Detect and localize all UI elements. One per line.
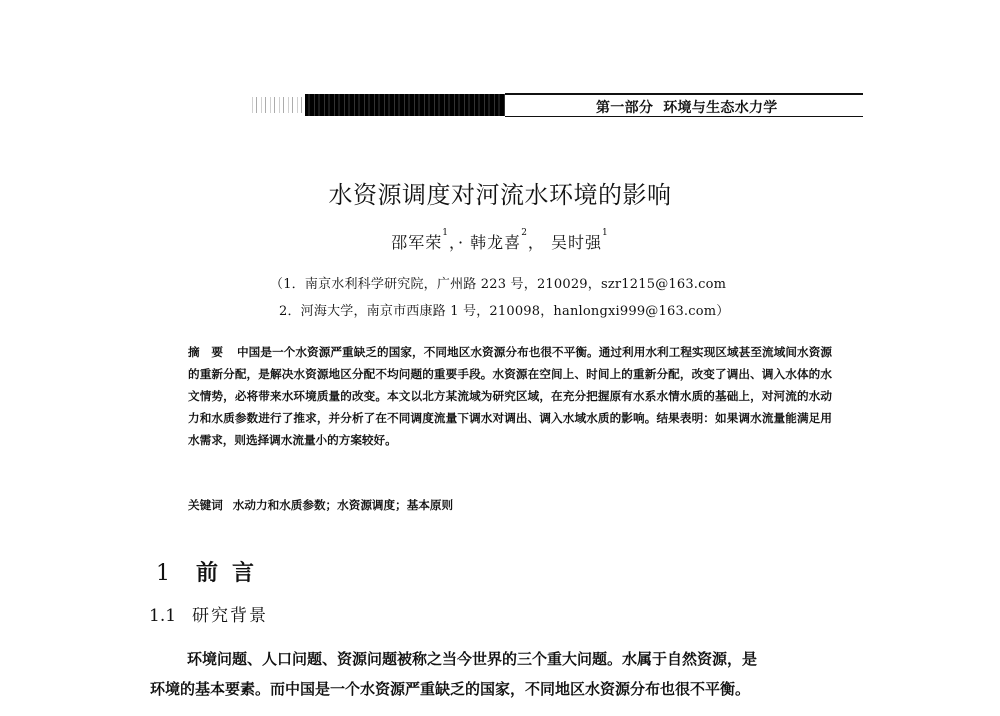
- author-name: 吴时强: [551, 233, 603, 252]
- section-number: 1: [156, 561, 170, 586]
- header-decorative-bar: [305, 94, 505, 116]
- body-paragraph-line-2: 环境的基本要素。而中国是一个水资源严重缺乏的国家，不同地区水资源分布也很不平衡。: [150, 680, 751, 698]
- abstract-label: 摘 要: [188, 345, 224, 359]
- keywords-label: 关键词: [188, 498, 223, 512]
- header-part: 第一部分: [596, 100, 654, 116]
- section-title: 前言: [196, 561, 269, 586]
- abstract-text: 中国是一个水资源严重缺乏的国家，不同地区水资源分布也很不平衡。通过利用水利工程实现区域甚至流域间水资源的重新分配，是解决水资源地区分配不均问题的重要手段。水资源在空间上、时间上的重新分配，改变了调出、调入水体的水文情势，必将带来水环境质量的改变。本文以北方某流域为研究区域，在充分把握原有水系水情水质的基础上，对河流的水动力和水质参数进行了推求，并分析了在不同调度流量下调水对调出、调入水域水质的影响。结果表明：如果调水流量能满足用水需求，则选择调水流量小的方案较好。: [188, 345, 832, 447]
- header-scan-artifact: [252, 97, 308, 113]
- subsection-heading-1-1: [149, 601, 268, 626]
- author-list: 邵军荣$^1$，· 韩龙喜$^2$， 吴时强$^1$: [391, 228, 609, 252]
- subsection-number: 1.1: [149, 606, 177, 626]
- author-name: 韩龙喜: [470, 233, 522, 252]
- subsection-title: 研究背景: [192, 606, 269, 626]
- affiliation-1: （1．南京水利科学研究院，广州路 223 号，210029，szr1215@163.com: [270, 277, 727, 292]
- header-rule-bottom: [505, 116, 863, 117]
- abstract: [188, 342, 832, 452]
- running-header: [596, 97, 778, 117]
- header-topic: 环境与生态水力学: [663, 100, 778, 116]
- author-affiliation-mark: 2: [521, 228, 528, 238]
- section-heading-1: [156, 556, 268, 587]
- author-affiliation-mark: 1: [442, 228, 449, 238]
- paper-title: 水资源调度对河流水环境的影响: [328, 181, 672, 209]
- body-paragraph-line-1: 环境问题、人口问题、资源问题被称之当今世界的三个重大问题。水属于自然资源，是: [187, 650, 758, 668]
- keywords: [188, 497, 453, 513]
- author-name: 邵军荣: [391, 233, 443, 252]
- affiliation-2: 2．河海大学，南京市西康路 1 号，210098，hanlongxi999@163.com）: [279, 304, 730, 319]
- keywords-text: 水动力和水质参数；水资源调度；基本原则: [232, 498, 454, 512]
- header-rule-top: [505, 93, 863, 95]
- author-affiliation-mark: 1: [602, 228, 609, 238]
